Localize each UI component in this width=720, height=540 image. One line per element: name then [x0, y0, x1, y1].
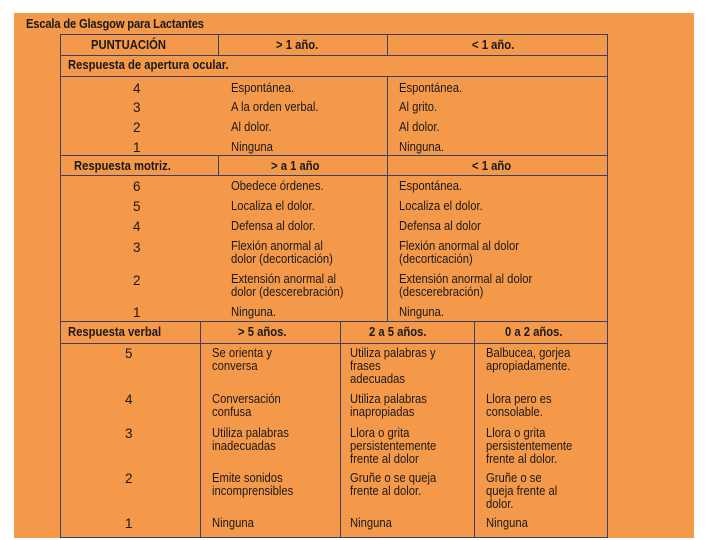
motor-older-header: > a 1 año	[271, 159, 320, 173]
verbal-0to2-response: persistentemente	[486, 439, 573, 453]
verbal-over5-response: Ninguna	[212, 516, 254, 530]
verbal-2to5-response: frente al dolor	[350, 452, 419, 466]
verbal-over5-response: confusa	[212, 405, 252, 419]
rule-left	[60, 34, 61, 537]
verbal-over5-response: Emite sonidos	[212, 471, 283, 485]
verbal-0to2-response: queja frente al	[486, 484, 558, 498]
verbal-2to5-response: Gruñe o se queja	[350, 471, 437, 485]
verbal-over5-response: Se orienta y	[212, 346, 273, 360]
verbal-0to2-response: Balbucea, gorjea	[486, 346, 571, 360]
older-column-header: > 1 año.	[276, 38, 319, 52]
motor-older-response: dolor (decorticación)	[231, 252, 333, 266]
verbal-2to5-response: frases	[350, 359, 381, 373]
rule-ocular-end	[60, 155, 608, 156]
motor-younger-response: Ninguna.	[399, 305, 445, 319]
ocular-younger-response: Ninguna.	[399, 140, 445, 154]
verbal-2to5-response: adecuadas	[350, 372, 406, 386]
verbal-0to2-response: consolable.	[486, 405, 543, 419]
motor-score: 3	[133, 240, 141, 255]
verbal-0to2-response: dolor.	[486, 497, 514, 511]
rule-verbal-col3	[474, 321, 475, 537]
rule-verbal-col1	[200, 321, 201, 537]
motor-older-response: Extensión anormal al	[231, 272, 337, 286]
rule-col2-header	[387, 34, 388, 55]
verbal-0to2-header: 0 a 2 años.	[505, 325, 563, 339]
ocular-older-response: Al dolor.	[231, 120, 272, 134]
verbal-0to2-response: Llora o grita	[486, 426, 546, 440]
rule-right	[607, 34, 608, 537]
rule-verbal-col2	[340, 321, 341, 537]
rule-col2-motor	[387, 155, 388, 321]
verbal-score: 1	[125, 516, 133, 531]
verbal-score: 4	[125, 392, 133, 407]
verbal-over5-response: Utiliza palabras	[212, 426, 289, 440]
rule-verbal-header	[60, 343, 608, 344]
verbal-2to5-header: 2 a 5 años.	[369, 325, 427, 339]
motor-older-response: Localiza el dolor.	[231, 199, 315, 213]
verbal-2to5-response: inapropiadas	[350, 405, 415, 419]
verbal-over5-header: > 5 años.	[238, 325, 287, 339]
rule-motor-header	[60, 175, 608, 176]
motor-score: 1	[133, 305, 141, 320]
ocular-score: 4	[133, 81, 141, 96]
verbal-score: 2	[125, 471, 133, 486]
ocular-score: 3	[133, 100, 141, 115]
ocular-younger-response: Espontánea.	[399, 81, 463, 95]
page-title: Escala de Glasgow para Lactantes	[26, 16, 204, 31]
motor-older-response: dolor (descerebración)	[231, 285, 344, 299]
verbal-2to5-response: Ninguna	[350, 516, 392, 530]
score-column-header: PUNTUACIÓN	[91, 38, 167, 52]
verbal-over5-response: incomprensibles	[212, 484, 294, 498]
verbal-section-label: Respuesta verbal	[68, 325, 162, 339]
motor-younger-response: Defensa al dolor	[399, 219, 481, 233]
verbal-0to2-response: Llora pero es	[486, 392, 552, 406]
verbal-2to5-response: Utiliza palabras	[350, 392, 427, 406]
rule-motor-end	[60, 321, 608, 322]
ocular-older-response: Ninguna	[231, 140, 273, 154]
verbal-0to2-response: apropiadamente.	[486, 359, 571, 373]
motor-section-label: Respuesta motriz.	[74, 159, 171, 173]
verbal-2to5-response: Utiliza palabras y	[350, 346, 436, 360]
motor-younger-response: (decorticación)	[399, 252, 473, 266]
motor-younger-response: Espontánea.	[399, 179, 463, 193]
motor-older-response: Flexión anormal al	[231, 239, 323, 253]
rule-ocular-label	[60, 76, 608, 77]
ocular-score: 2	[133, 120, 141, 135]
motor-younger-response: (descerebración)	[399, 285, 484, 299]
ocular-younger-response: Al grito.	[399, 100, 438, 114]
rule-top	[60, 34, 608, 35]
verbal-0to2-response: frente al dolor.	[486, 452, 558, 466]
verbal-0to2-response: Ninguna	[486, 516, 528, 530]
motor-score: 6	[133, 179, 141, 194]
ocular-section-label: Respuesta de apertura ocular.	[68, 58, 229, 72]
motor-older-response: Obedece órdenes.	[231, 179, 324, 193]
ocular-younger-response: Al dolor.	[399, 120, 440, 134]
rule-bottom	[60, 537, 608, 538]
motor-score: 2	[133, 273, 141, 288]
verbal-over5-response: inadecuadas	[212, 439, 276, 453]
motor-score: 5	[133, 199, 141, 214]
motor-younger-response: Flexión anormal al dolor	[399, 239, 520, 253]
motor-younger-header: < 1 año	[472, 159, 512, 173]
verbal-2to5-response: persistentemente	[350, 439, 437, 453]
motor-score: 4	[133, 219, 141, 234]
verbal-0to2-response: Gruñe o se	[486, 471, 542, 485]
motor-younger-response: Extensión anormal al dolor	[399, 272, 533, 286]
verbal-over5-response: Conversación	[212, 392, 281, 406]
younger-column-header: < 1 año.	[472, 38, 515, 52]
verbal-2to5-response: Llora o grita	[350, 426, 410, 440]
rule-header	[60, 55, 608, 56]
ocular-older-response: Espontánea.	[231, 81, 295, 95]
verbal-score: 3	[125, 426, 133, 441]
rule-col1-motor	[218, 155, 219, 175]
verbal-over5-response: conversa	[212, 359, 258, 373]
rule-col1-header	[218, 34, 219, 55]
verbal-2to5-response: frente al dolor.	[350, 484, 422, 498]
verbal-score: 5	[125, 346, 133, 361]
motor-older-response: Defensa al dolor.	[231, 219, 316, 233]
ocular-older-response: A la orden verbal.	[231, 100, 319, 114]
motor-younger-response: Localiza el dolor.	[399, 199, 483, 213]
ocular-score: 1	[133, 140, 141, 155]
rule-col2-ocular	[387, 76, 388, 155]
motor-older-response: Ninguna.	[231, 305, 277, 319]
